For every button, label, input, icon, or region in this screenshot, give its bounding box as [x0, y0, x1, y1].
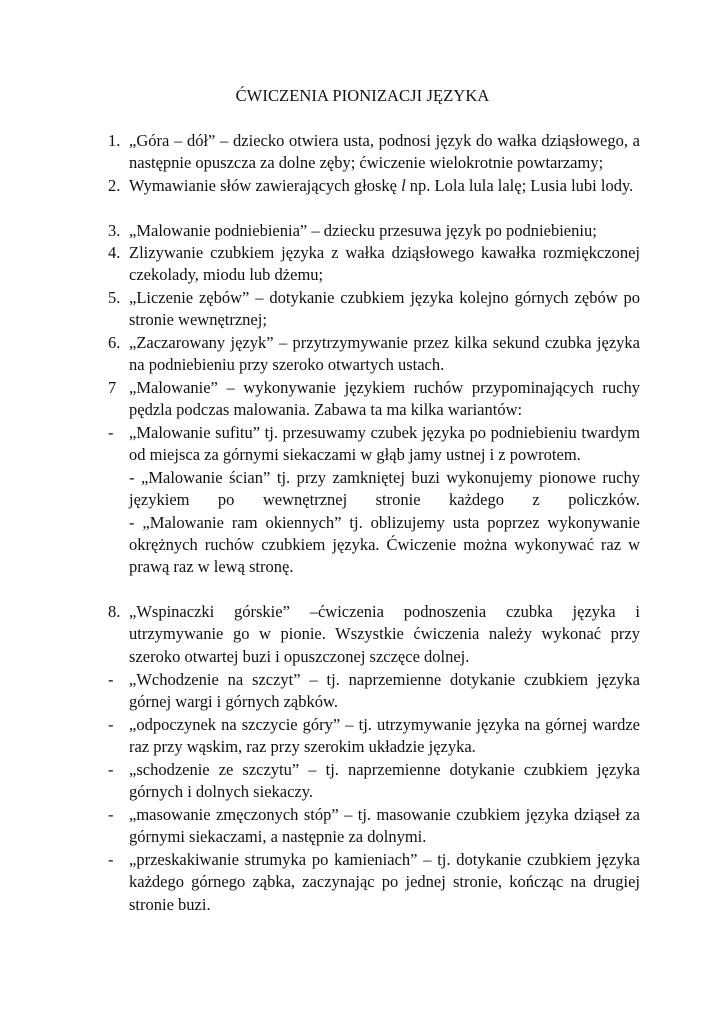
list-item-text: „Wspinaczki górskie” –ćwiczenia podnoszenia czubka języka i utrzymywanie go w pionie. Wszystkie ćwiczenia należy wykonać przy szeroko otwartej buzi i opuszczonej szczęce dolnej. — [129, 602, 640, 666]
text-part: Wymawianie słów zawierających głoskę — [129, 176, 402, 195]
list-marker: - — [108, 850, 114, 869]
list-item-8 — [108, 601, 640, 668]
sub-item-window-frames: - „Malowanie ram okiennych” tj. oblizujemy usta poprzez wykonywanie okrężnych ruchów czubkiem języka. Ćwiczenie można wykonywać raz w prawą raz w lewą stronę. — [129, 512, 640, 577]
list-marker: 4. — [108, 243, 121, 262]
list-item-2 — [108, 175, 640, 197]
list-marker: 8. — [108, 602, 121, 621]
list-item-3 — [108, 220, 640, 242]
list-item-text: „masowanie zmęczonych stóp” – tj. masowanie czubkiem języka dziąseł za górnymi siekaczami, a następnie za dolnymi. — [129, 805, 640, 847]
list-marker: 3. — [108, 221, 121, 240]
sub-variants — [129, 467, 640, 579]
list-item-text: „przeskakiwanie strumyka po kamieniach” – tj. dotykanie czubkiem języka każdego górnego ząbka, zaczynając po jednej stronie, kończąc na drugiej stronie buzi. — [129, 850, 640, 914]
list-marker: - — [108, 805, 118, 824]
page-title: ĆWICZENIA PIONIZACJI JĘZYKA — [235, 86, 490, 105]
list-item-jumping-stream — [108, 849, 640, 916]
list-item-text — [129, 175, 640, 197]
italic-letter: l — [401, 176, 406, 195]
list-item-text: „Liczenie zębów” – dotykanie czubkiem języka kolejno górnych zębów po stronie wewnętrznej; — [129, 288, 640, 330]
list-marker: 1. — [108, 131, 121, 150]
list-item-text: „odpoczynek na szczycie góry” – tj. utrzymywanie języka na górnej wardze raz przy wąskim, raz przy szerokim układzie języka. — [129, 715, 640, 757]
list-item-text: „Malowanie” – wykonywanie językiem ruchów przypominających ruchy pędzla podczas malowania. Zabawa ta ma kilka wariantów: — [129, 378, 640, 420]
list-item-text: „Wchodzenie na szczyt” – tj. naprzemienne dotykanie czubkiem języka górnej wargi i górnych ząbków. — [129, 670, 640, 712]
list-item-text: „schodzenie ze szczytu” – tj. naprzemienne dotykanie czubkiem języka górnych i dolnych siekaczy. — [129, 760, 640, 802]
list-item-rest-on-summit — [108, 714, 640, 759]
sub-item-walls: - „Malowanie ścian” tj. przy zamkniętej buzi wykonujemy pionowe ruchy językiem po wewnętrznej stronie każdego z policzków. — [129, 467, 640, 510]
list-marker: 5. — [108, 288, 121, 307]
list-item-1 — [108, 130, 640, 175]
list-marker: - — [108, 715, 114, 734]
list-marker: - — [108, 760, 114, 779]
list-marker: 2. — [108, 176, 121, 195]
list-marker: 6. — [108, 333, 121, 352]
list-item-text: „Malowanie podniebienia” – dziecku przesuwa język po podniebieniu; — [129, 221, 597, 240]
list-item-text: Zlizywanie czubkiem języka z wałka dziąsłowego kawałka rozmiękczonej czekolady, miodu lub dżemu; — [129, 243, 640, 285]
list-item-7 — [108, 377, 640, 422]
list-item-descending — [108, 759, 640, 804]
text-part: np. Lola lula lalę; Lusia lubi lody. — [405, 176, 634, 195]
list-item-painting-variants — [108, 422, 640, 579]
list-item-4 — [108, 242, 640, 287]
list-item-text: „Malowanie sufitu” tj. przesuwamy czubek języka po podniebieniu twardym od miejsca za górnymi siekaczami w głąb jamy ustnej i z powrotem. — [129, 423, 640, 465]
list-marker: - — [108, 670, 118, 689]
list-item-text: „Góra – dół” – dziecko otwiera usta, podnosi język do wałka dziąsłowego, a następnie opuszcza za dolne zęby; ćwiczenie wielokrotnie powtarzamy; — [129, 131, 640, 173]
list-item-6 — [108, 332, 640, 377]
list-marker: 7 — [108, 378, 117, 397]
list-item-text: „Zaczarowany język” – przytrzymywanie przez kilka sekund czubka języka na podniebieniu przy szeroko otwartych ustach. — [129, 333, 640, 375]
list-item-massaging-feet — [108, 804, 640, 849]
list-item-climbing-summit — [108, 669, 640, 714]
list-item-5 — [108, 287, 640, 332]
list-marker: - — [108, 423, 114, 442]
